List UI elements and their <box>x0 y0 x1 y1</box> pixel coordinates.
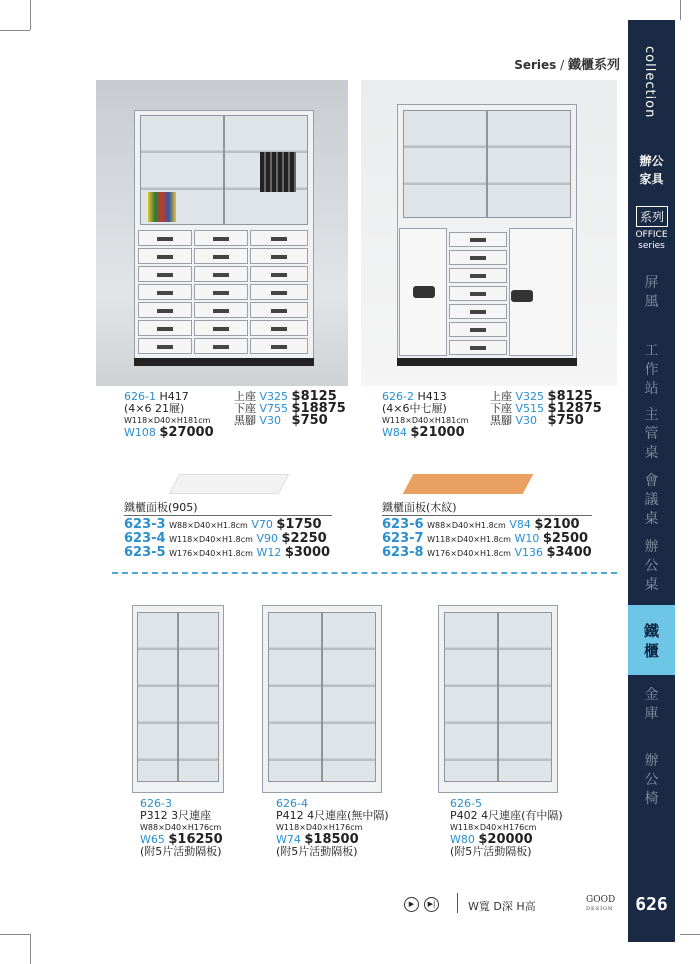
product-model: H417 <box>159 390 189 403</box>
product-price: $27000 <box>159 425 214 440</box>
board-code: 623-7 <box>382 531 424 546</box>
cabinet-626-4-image <box>262 605 382 793</box>
crop-mark <box>680 934 700 935</box>
sidebar-series-box: 系列 <box>636 206 668 227</box>
part-price: $8125 <box>547 389 593 404</box>
drawer <box>250 248 308 264</box>
board-pcode: W12 <box>256 546 282 559</box>
sidebar-char: 站 <box>644 381 659 397</box>
sidebar-char: 風 <box>644 294 659 310</box>
board-code: 623-5 <box>124 545 166 560</box>
drawer <box>449 286 507 301</box>
part-label: 下座 <box>234 402 256 415</box>
board-dims: W88×D40×H1.8cm <box>169 521 248 530</box>
sidebar-char: 櫃 <box>643 642 659 660</box>
dimension-legend: W寬 D深 H高 <box>468 900 536 913</box>
product-dims: W88×D40×H176cm <box>140 823 222 832</box>
sidebar-group-line: 家具 <box>639 172 664 186</box>
drawer <box>449 322 507 337</box>
product-code: 626-1 <box>124 390 156 403</box>
product-626-5-info <box>450 798 563 858</box>
board-price: $2500 <box>542 531 589 546</box>
glass-door <box>444 612 498 782</box>
product-626-4-info <box>276 798 389 858</box>
drawer <box>194 248 248 264</box>
board-905-list <box>124 518 330 560</box>
part-label: 上座 <box>490 390 512 403</box>
drawer <box>194 338 248 354</box>
product-spec: (4×6中七屜) <box>382 402 447 415</box>
lock-icon <box>413 286 435 298</box>
glass-door <box>137 612 178 782</box>
sidebar-char: 主 <box>644 407 659 423</box>
part-label: 黑腳 <box>490 414 512 427</box>
drawer <box>194 302 248 318</box>
board-code: 623-6 <box>382 517 424 532</box>
sidebar-collection: collection <box>642 46 657 119</box>
drawer <box>449 232 507 247</box>
cabinet-626-5-image <box>438 605 558 793</box>
glass-door <box>403 110 487 218</box>
product-photo-626-1 <box>96 80 348 386</box>
product-price: $16250 <box>168 832 223 847</box>
sidebar-item-screen[interactable] <box>628 274 675 312</box>
sidebar-item-meeting-table[interactable] <box>628 472 675 529</box>
product-626-3-info <box>140 798 223 858</box>
board-code: 623-8 <box>382 545 424 560</box>
product-model: P402 4尺連座(有中隔) <box>450 809 563 822</box>
board-pcode: W10 <box>514 532 540 545</box>
drawer <box>449 304 507 319</box>
board-price: $3000 <box>284 545 331 560</box>
section-divider <box>112 572 617 574</box>
crop-mark <box>0 30 30 31</box>
drawer <box>449 340 507 355</box>
part-code: V325 <box>259 390 289 403</box>
drawer <box>449 250 507 265</box>
product-price: $21000 <box>410 425 465 440</box>
price-code: W74 <box>276 833 301 846</box>
product-code: 626-3 <box>140 797 172 810</box>
product-dims: W118×D40×H181cm <box>124 416 211 425</box>
divider <box>124 515 332 516</box>
brand-sub: DESIGN <box>586 906 614 912</box>
sidebar-char: 管 <box>644 426 659 442</box>
glass-door <box>498 612 552 782</box>
crop-mark <box>30 0 31 30</box>
header-title: 鐵櫃系列 <box>567 58 620 73</box>
glass-door <box>268 612 322 782</box>
glass-door <box>322 612 376 782</box>
sidebar-char: 議 <box>644 492 659 508</box>
crop-mark <box>680 0 681 20</box>
sidebar-char: 公 <box>644 772 659 788</box>
sidebar-char: 辦 <box>644 539 659 555</box>
sidebar-char: 椅 <box>644 791 659 807</box>
series-label: series <box>638 241 665 251</box>
board-pcode: V90 <box>256 532 278 545</box>
board-pcode: V70 <box>251 518 273 531</box>
board-dims: W88×D40×H1.8cm <box>427 521 506 530</box>
drawer <box>194 230 248 246</box>
product-code: 626-4 <box>276 797 308 810</box>
part-code: V30 <box>515 414 538 427</box>
glass-door <box>487 110 571 218</box>
page-header <box>470 54 620 73</box>
board-pcode: V136 <box>514 546 543 559</box>
part-price: $750 <box>291 413 328 428</box>
drawer <box>250 230 308 246</box>
board-dims: W176×D40×H1.8cm <box>169 549 253 558</box>
drawer <box>449 268 507 283</box>
binders-image <box>148 192 176 222</box>
product-code: 626-2 <box>382 390 414 403</box>
books-image <box>260 152 296 192</box>
sidebar-item-executive-desk[interactable] <box>628 406 675 463</box>
part-price: $750 <box>547 413 584 428</box>
brand-name: GOOD <box>586 895 616 905</box>
drawer <box>138 248 192 264</box>
cabinet-base <box>134 358 314 366</box>
product-note: (附5片活動隔板) <box>450 845 532 858</box>
board-pcode: V84 <box>509 518 531 531</box>
part-price: $18875 <box>291 401 346 416</box>
product-626-2-parts <box>490 391 602 427</box>
page-number: 626 <box>635 894 668 915</box>
sidebar-char: 桌 <box>644 577 659 593</box>
drawer <box>194 284 248 300</box>
header-slash: / <box>560 58 565 72</box>
sidebar-group-line: 辦公 <box>639 154 664 168</box>
sidebar-char: 公 <box>644 558 659 574</box>
glass-door <box>178 612 219 782</box>
product-code: 626-5 <box>450 797 482 810</box>
drawer <box>194 320 248 336</box>
part-label: 下座 <box>490 402 512 415</box>
price-code: W80 <box>450 833 475 846</box>
board-dims: W118×D40×H1.8cm <box>427 535 511 544</box>
product-model: P312 3尺連座 <box>140 809 212 822</box>
product-model: P412 4尺連座(無中隔) <box>276 809 389 822</box>
crop-mark <box>30 934 31 964</box>
board-905-title: 鐵櫃面板(905) <box>124 501 198 514</box>
board-dims: W118×D40×H1.8cm <box>169 535 253 544</box>
part-code: V755 <box>259 402 289 415</box>
board-price: $2100 <box>534 517 580 532</box>
divider <box>382 515 592 516</box>
product-photo-626-2 <box>361 80 617 386</box>
product-price: $20000 <box>478 832 533 847</box>
header-series-label: Series <box>514 58 557 72</box>
sidebar-char: 辦 <box>644 753 659 769</box>
play-icon[interactable]: ▶ <box>404 897 419 912</box>
sidebar <box>628 20 675 942</box>
drawer <box>138 338 192 354</box>
product-626-1-parts <box>234 391 346 427</box>
price-code: W108 <box>124 426 156 439</box>
price-code: W84 <box>382 426 407 439</box>
product-note: (附5片活動隔板) <box>276 845 358 858</box>
board-dims: W176×D40×H1.8cm <box>427 549 511 558</box>
brand-logo <box>586 896 615 914</box>
product-model: H413 <box>417 390 447 403</box>
sidebar-office-series <box>628 230 675 252</box>
product-dims: W118×D40×H181cm <box>382 416 469 425</box>
skip-icon[interactable]: ▶| <box>424 897 439 912</box>
drawer <box>194 266 248 282</box>
board-price: $3400 <box>546 545 592 560</box>
board-price: $1750 <box>276 517 322 532</box>
board-wood-image <box>403 474 534 494</box>
drawer <box>138 284 192 300</box>
board-code: 623-3 <box>124 517 166 532</box>
sidebar-item-steel-cabinet[interactable] <box>628 605 675 675</box>
product-dims: W118×D40×H176cm <box>276 823 363 832</box>
price-code: W65 <box>140 833 165 846</box>
board-code: 623-4 <box>124 531 166 546</box>
part-label: 上座 <box>234 390 256 403</box>
crop-mark <box>0 934 30 935</box>
product-626-1-info <box>124 391 214 439</box>
drawer <box>250 338 308 354</box>
sidebar-char: 桌 <box>644 511 659 527</box>
sidebar-char: 金 <box>644 687 659 703</box>
product-dims: W118×D40×H176cm <box>450 823 537 832</box>
board-wood-title: 鐵櫃面板(木紋) <box>382 501 457 514</box>
office-label: OFFICE <box>635 230 668 240</box>
drawer <box>138 320 192 336</box>
drawer <box>138 302 192 318</box>
drawer <box>250 266 308 282</box>
drawer <box>250 284 308 300</box>
sidebar-char: 作 <box>644 362 659 378</box>
sidebar-char: 會 <box>644 473 659 489</box>
sidebar-item-workstation[interactable] <box>628 342 675 399</box>
drawer <box>138 266 192 282</box>
footer-divider <box>457 893 458 913</box>
sidebar-item-office-chair[interactable] <box>628 752 675 809</box>
drawer <box>250 302 308 318</box>
board-wood-list <box>382 518 592 560</box>
drawer <box>250 320 308 336</box>
cabinet-base <box>397 358 577 366</box>
sidebar-char: 桌 <box>644 445 659 461</box>
drawer <box>138 230 192 246</box>
board-price: $2250 <box>281 531 327 546</box>
sidebar-group <box>628 152 675 188</box>
cabinet-626-3-image <box>132 605 224 793</box>
part-code: V325 <box>515 390 545 403</box>
product-spec: (4×6 21屜) <box>124 402 185 415</box>
sidebar-item-office-desk[interactable] <box>628 538 675 595</box>
part-price: $8125 <box>291 389 337 404</box>
part-price: $12875 <box>547 401 602 416</box>
part-label: 黑腳 <box>234 414 256 427</box>
product-note: (附5片活動隔板) <box>140 845 222 858</box>
lock-icon <box>511 290 533 302</box>
board-905-image <box>169 474 290 494</box>
sidebar-char: 工 <box>644 343 659 359</box>
sidebar-char: 庫 <box>644 706 659 722</box>
part-code: V515 <box>515 402 545 415</box>
sidebar-char: 鐵 <box>643 622 659 640</box>
sidebar-char: 屏 <box>644 275 659 291</box>
product-price: $18500 <box>304 832 359 847</box>
part-code: V30 <box>259 414 282 427</box>
sidebar-item-safe[interactable] <box>628 686 675 724</box>
product-626-2-info <box>382 391 468 439</box>
